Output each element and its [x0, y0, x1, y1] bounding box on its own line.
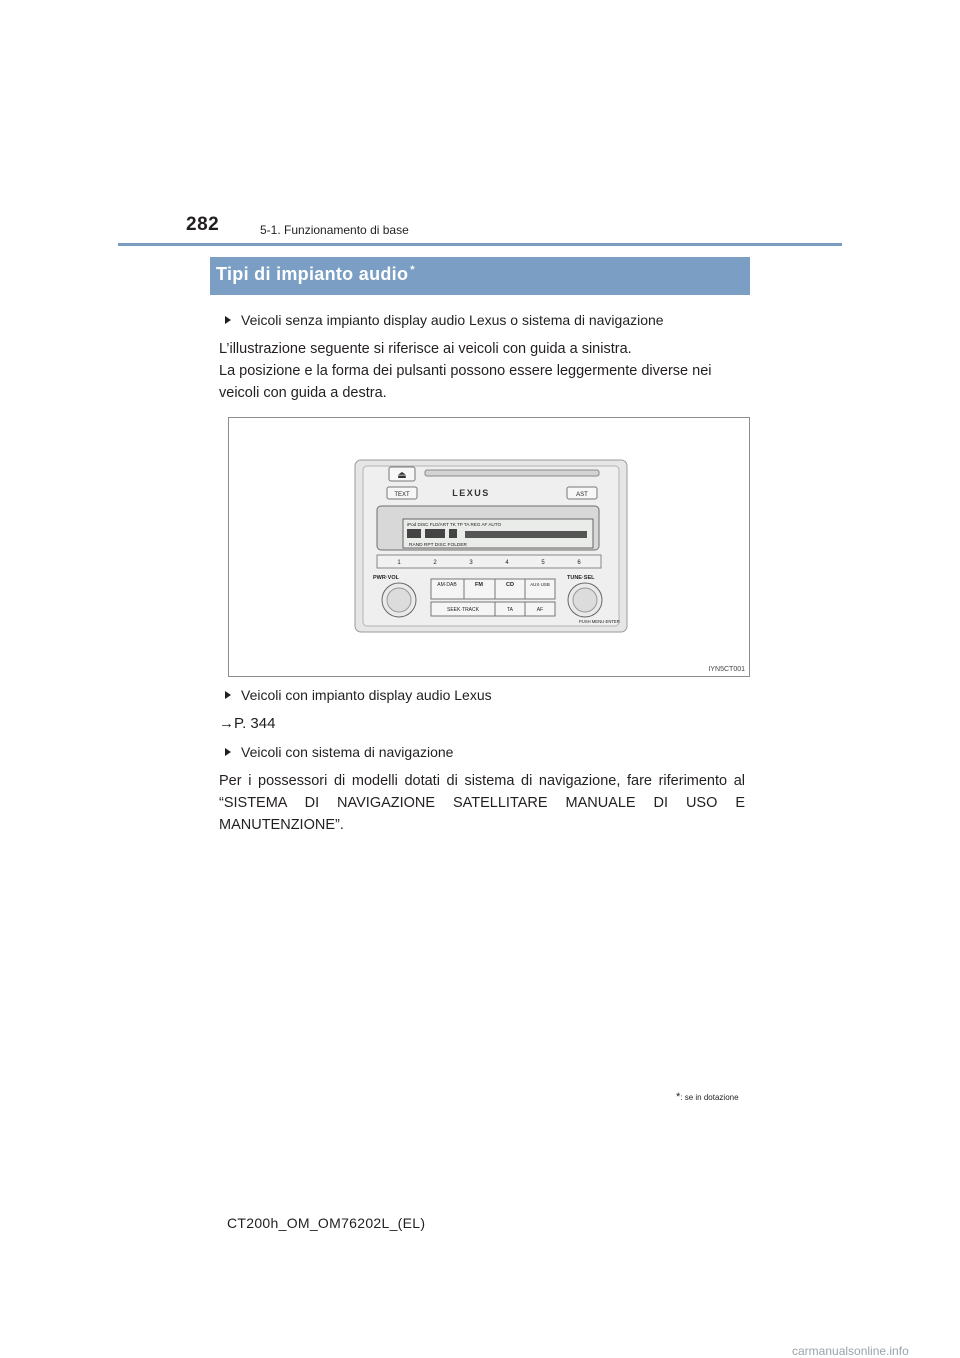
- bullet-navigation: [225, 744, 453, 760]
- am-dab-label: AM·DAB: [437, 582, 457, 588]
- asterisk-icon: *: [676, 1091, 681, 1103]
- lcd-segment-row: [465, 531, 587, 538]
- bullet-no-display-audio: [225, 312, 664, 328]
- tune-knob-center: [573, 588, 597, 612]
- tune-sel-label: TUNE·SEL: [567, 575, 595, 581]
- eject-icon: ⏏: [397, 470, 407, 481]
- figure-code: IYN5CT001: [708, 666, 745, 673]
- paragraph-line: La posizione e la forma dei pulsanti possono essere leggermente diverse nei veicoli con guida a destra.: [219, 363, 712, 401]
- bullet-text: Veicoli con sistema di navigazione: [241, 744, 454, 760]
- page-title: [216, 264, 415, 285]
- ast-button-label: AST: [576, 492, 588, 498]
- footnote-text: : se in dotazione: [680, 1093, 739, 1102]
- text-button-label: TEXT: [394, 492, 410, 498]
- preset-label: 5: [541, 560, 545, 566]
- page-title-text: Tipi di impianto audio: [216, 264, 409, 284]
- triangle-bullet-icon: [225, 316, 231, 324]
- bullet-display-audio: [225, 687, 492, 703]
- pwr-vol-label: PWR·VOL: [373, 575, 399, 581]
- bullet-text: Veicoli con impianto display audio Lexus: [241, 687, 492, 703]
- push-menu-label: PUSH MENU·ENTER: [579, 619, 620, 624]
- af-label: AF: [536, 607, 544, 613]
- audio-panel-figure: [228, 417, 750, 677]
- page-number: 282: [186, 214, 220, 235]
- paragraph-illustration: [219, 338, 745, 404]
- aux-usb-label: AUX·USB: [530, 582, 550, 587]
- preset-label: 3: [469, 560, 473, 566]
- triangle-bullet-icon: [225, 748, 231, 756]
- paragraph-line: L’illustrazione seguente si riferisce ai veicoli con guida a sinistra.: [219, 341, 632, 357]
- footer-code: CT200h_OM_OM76202L_(EL): [227, 1215, 426, 1231]
- audio-panel-illustration: [229, 418, 750, 677]
- seek-track-label: SEEK·TRACK: [447, 607, 479, 613]
- cd-label: CD: [506, 582, 514, 588]
- triangle-bullet-icon: [225, 691, 231, 699]
- ta-label: TA: [506, 607, 514, 613]
- preset-label: 1: [397, 560, 401, 566]
- lcd-segment: [449, 529, 457, 538]
- lexus-logo: LEXUS: [452, 488, 490, 498]
- preset-label: 4: [505, 560, 509, 566]
- title-bar: [210, 257, 750, 295]
- fm-label: FM: [475, 582, 483, 588]
- lcd-modes: RAND RPT DISC FOLDER: [409, 543, 468, 548]
- watermark[interactable]: carmanualsonline.info: [792, 1344, 909, 1358]
- preset-label: 6: [577, 560, 581, 566]
- lcd-segment: [407, 529, 421, 538]
- footnote: [676, 1091, 739, 1103]
- asterisk-icon: *: [410, 264, 415, 276]
- bullet-text: Veicoli senza impianto display audio Lexus o sistema di navigazione: [241, 312, 664, 328]
- lcd-segment: [425, 529, 445, 538]
- header-rule: [118, 243, 842, 246]
- paragraph-navigation: Per i possessori di modelli dotati di sistema di navigazione, fare riferimento al “SISTEMA DI NAVIGAZIONE SATELLITARE MANUALE DI USO E MANUTENZIONE”.: [219, 773, 745, 833]
- section-title: 5-1. Funzionamento di base: [260, 223, 409, 237]
- preset-strip: [377, 555, 601, 568]
- page-reference: →P. 344: [219, 715, 276, 732]
- preset-label: 2: [433, 560, 437, 566]
- cd-slot: [425, 470, 599, 476]
- volume-knob-center: [387, 588, 411, 612]
- lcd-indicators: iPod DISC FLD/ART TK TP TA REG AF AUTO: [407, 522, 502, 527]
